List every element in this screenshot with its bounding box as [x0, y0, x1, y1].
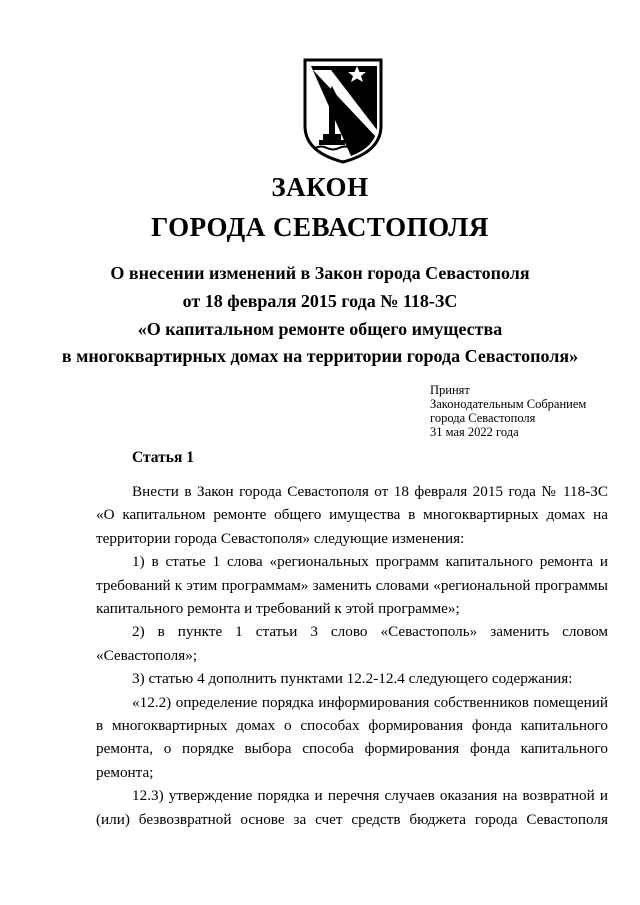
adoption-line: города Севастополя [430, 411, 536, 425]
paragraph: 3) статью 4 дополнить пунктами 12.2-12.4 следующего содержания: [132, 670, 573, 688]
article-body [96, 480, 608, 831]
paragraph: 12.3) утверждение порядка и перечня случаев оказания на возвратной и (или) безвозвратной основе за счет средств бюджета города Севастополя [96, 787, 608, 828]
paragraph: Внести в Закон города Севастополя от 18 февраля 2015 года № 118-ЗС «О капитальном ремонте общего имущества в многоквартирных домах на территории города Севастополя» следующие изменения: [96, 483, 608, 547]
law-subject-line: от 18 февраля 2015 года № 118-ЗС [182, 291, 458, 311]
law-subject-line: О внесении изменений в Закон города Севастополя [110, 263, 530, 283]
adoption-line: Законодательным Собранием [430, 397, 587, 411]
article-heading: Статья 1 [132, 449, 194, 466]
adoption-line: Принят [430, 383, 470, 397]
law-subject-line: «О капитальном ремонте общего имущества [137, 319, 503, 339]
adoption-note [430, 383, 586, 439]
paragraph: 2) в пункте 1 статьи 3 слово «Севастополь» заменить словом «Севастополя»; [96, 623, 608, 664]
law-title: ЗАКОН [271, 172, 369, 202]
paragraph: 1) в статье 1 слова «региональных программ капитального ремонта и требований к этим программам» заменить словами «региональной программы капитального ремонта и требований к этой программе»; [96, 553, 608, 618]
paragraph: «12.2) определение порядка информирования собственников помещений в многоквартирных домах о способах формирования фонда капитального ремонта, о порядке выбора способа формирования фонда капитального ремонта; [96, 693, 608, 781]
sevastopol-coat-of-arms-icon [301, 56, 385, 164]
law-issuer: ГОРОДА СЕВАСТОПОЛЯ [151, 212, 489, 242]
law-subject-line: в многоквартирных домах на территории города Севастополя» [61, 346, 579, 366]
adoption-date: 31 мая 2022 года [430, 425, 519, 439]
